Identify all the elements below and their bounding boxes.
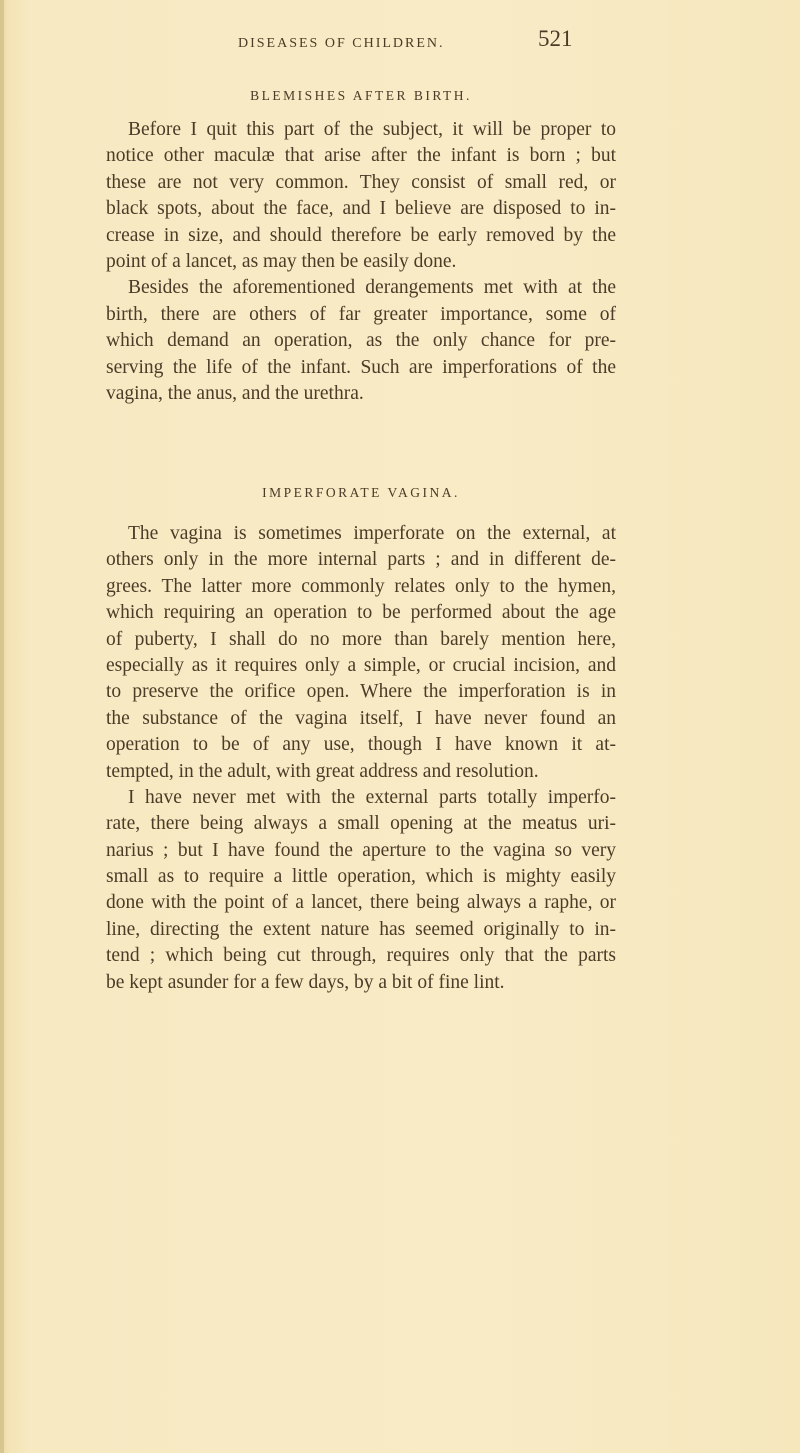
text-line: tempted, in the adult, with great address and resolution. xyxy=(106,760,539,782)
text-line: done with the point of a lancet, there being always a raphe, or xyxy=(106,892,616,914)
text-line: birth, there are others of far greater importance, some of xyxy=(106,303,616,325)
section-heading-imperforate-vagina: IMPERFORATE VAGINA. xyxy=(262,485,460,500)
text-line: crease in size, and should therefore be early removed by the xyxy=(106,224,616,246)
running-title: DISEASES OF CHILDREN. xyxy=(238,36,445,51)
text-line: Before I quit this part of the subject, it will be proper to xyxy=(128,119,616,140)
section-imperforate-vagina-text xyxy=(106,521,616,996)
text-line: narius ; but I have found the aperture to the vagina so very xyxy=(106,839,616,861)
text-line: operation to be of any use, though I have known it at- xyxy=(106,734,616,756)
text-line: notice other maculæ that arise after the infant is born ; but xyxy=(106,145,616,167)
text-line: tend ; which being cut through, requires only that the parts xyxy=(106,945,616,967)
text-line: be kept asunder for a few days, by a bit of fine lint. xyxy=(106,971,505,993)
text-line: black spots, about the face, and I believe are disposed to in- xyxy=(106,198,616,220)
section-heading-blemishes: BLEMISHES AFTER BIRTH. xyxy=(250,88,472,103)
text-line: the substance of the vagina itself, I have never found an xyxy=(106,707,616,729)
page-number: 521 xyxy=(538,26,573,51)
text-line: Besides the aforementioned derangements met with at the xyxy=(128,277,616,299)
text-line: others only in the more internal parts ; and in different de- xyxy=(106,549,616,571)
text-line: vagina, the anus, and the urethra. xyxy=(106,382,364,404)
page-edge xyxy=(0,0,4,1453)
text-line: line, directing the extent nature has seemed originally to in- xyxy=(106,918,616,940)
section-blemishes-text xyxy=(106,117,616,407)
text-line: which demand an operation, as the only chance for pre- xyxy=(106,330,616,352)
text-line: point of a lancet, as may then be easily done. xyxy=(106,250,457,272)
text-line: to preserve the orifice open. Where the imperforation is in xyxy=(106,681,616,703)
text-line: grees. The latter more commonly relates only to the hymen, xyxy=(106,575,616,597)
text-line: The vagina is sometimes imperforate on the external, at xyxy=(128,523,616,544)
text-line: I have never met with the external parts totally imperfo- xyxy=(128,786,616,808)
text-line: small as to require a little operation, which is mighty easily xyxy=(106,866,616,888)
text-line: of puberty, I shall do no more than barely mention here, xyxy=(106,628,616,650)
text-line: especially as it requires only a simple, or crucial incision, and xyxy=(106,654,616,676)
text-line: these are not very common. They consist of small red, or xyxy=(106,171,616,193)
text-line: serving the life of the infant. Such are imperforations of the xyxy=(106,356,616,378)
text-line: rate, there being always a small opening at the meatus uri- xyxy=(106,813,616,835)
text-line: which requiring an operation to be performed about the age xyxy=(106,602,616,624)
